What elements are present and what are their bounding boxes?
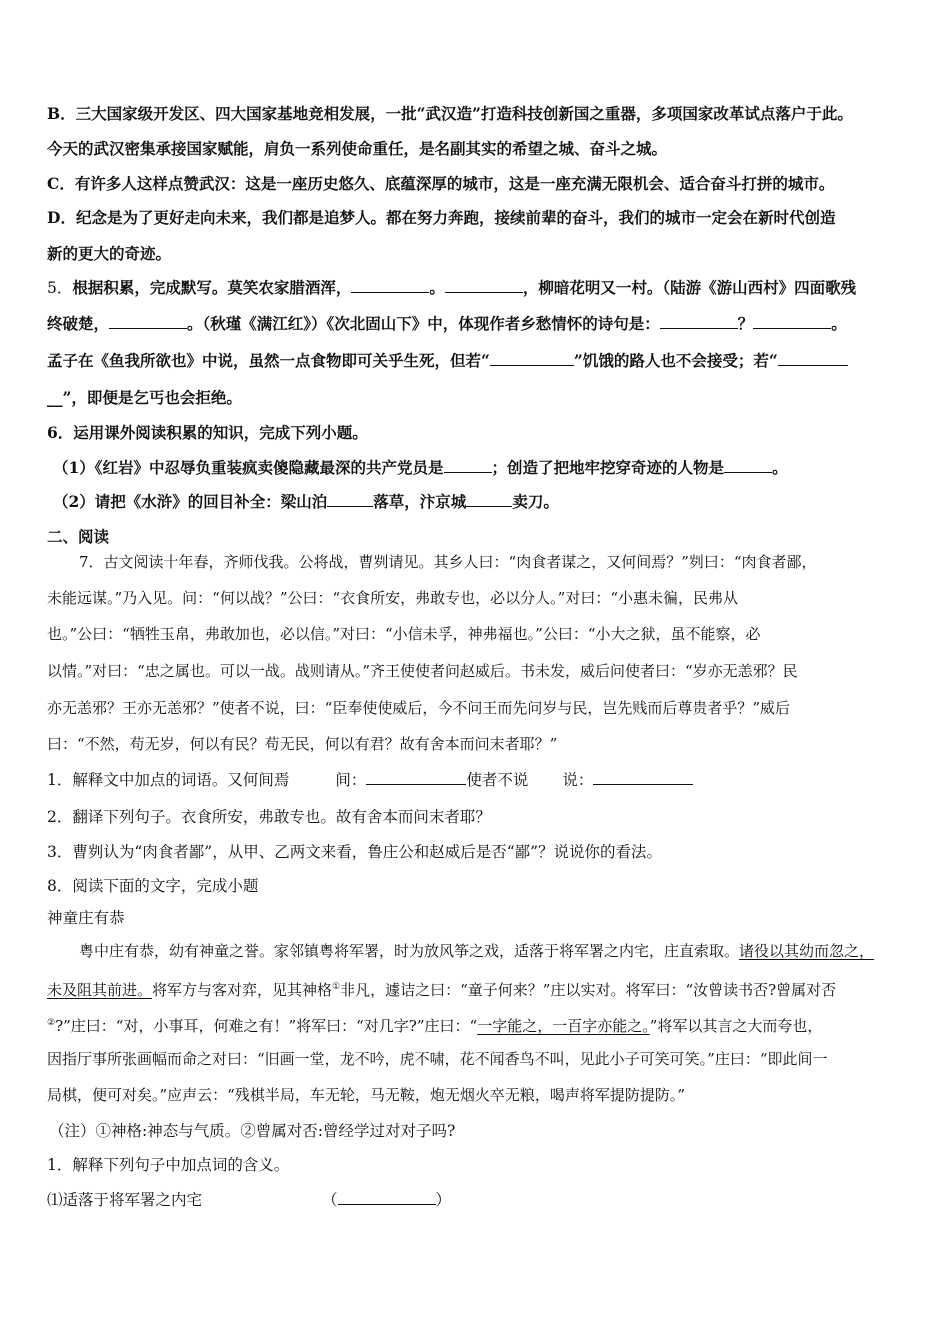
q8-text: 将军方与客对弈，见其神格 [152, 981, 333, 999]
q7-passage-line5: 亦无恙邪？王亦无恙邪？”使者不说，曰：“臣奉使使威后，今不问王而先问岁与民，岂先贱而后尊贵者乎？”威后 [47, 699, 791, 717]
q7-passage-line1: 7．古文阅读十年春，齐师伐我。公将战，曹刿请见。其乡人曰：“肉食者谋之，又何间焉？”刿曰：“肉食者鄙， [79, 553, 817, 571]
q6-blank-1[interactable] [444, 458, 492, 473]
note-marker-2: ② [47, 1018, 56, 1028]
q5-text: 根据积累，完成默写。莫笑农家腊酒浑， [72, 278, 352, 297]
q6-text: 落草，汴京城 [373, 492, 467, 511]
q7-passage-line4: 以情。”对曰：“忠之属也。可以一战。战则请从。”齐王使使者问赵威后。书未发，威后问使者曰：“岁亦无恙邪？民 [47, 662, 798, 680]
q6-blank-2[interactable] [724, 458, 772, 473]
q7-blank-2[interactable] [593, 770, 693, 785]
q8-underlined-sentence: 一字能之，一百字亦能之。 [477, 1017, 650, 1035]
q5-blank-2[interactable] [445, 278, 523, 293]
q8-passage-line3 [47, 1013, 822, 1036]
q8-passage-line2 [47, 977, 836, 1000]
q5-text: 。 [429, 278, 445, 297]
q8-story-title: 神童庄有恭 [47, 909, 125, 927]
q7-text: 使者不说 [466, 771, 529, 789]
q5-number: 5． [47, 279, 73, 297]
q5-line2 [47, 314, 847, 334]
q5-text: ，柳暗花明又一村。（陆游《游山西村》四面歌残 [522, 278, 857, 297]
q6-text: （1）《红岩》中忍辱负重装疯卖傻隐藏最深的共产党员是 [53, 458, 444, 477]
q5-blank-6[interactable] [490, 351, 574, 366]
q7-sub2: 2．翻译下列句子。衣食所安，弗敢专也。故有舍本而问末者耶？ [47, 808, 491, 826]
q5-blank-4[interactable] [660, 314, 738, 329]
q4-option-c: C．有许多人这样点赞武汉：这是一座历史悠久、底蕴深厚的城市，这是一座充满无限机会、适合奋斗打拼的城市。 [47, 174, 835, 193]
q5-text: 终破楚， [47, 314, 110, 333]
q6-text: 卖刀。 [512, 492, 559, 511]
section-heading-reading: 二、阅读 [47, 527, 110, 546]
q8-passage-line4: 因指厅事所张画幅而命之对曰：“旧画一堂，龙不吟，虎不啸，花不闻香鸟不叫，见此小子可笑可笑。”庄曰：“即此间一 [47, 1050, 828, 1068]
q6-text: （2）请把《水浒》的回目补全：梁山泊 [53, 492, 328, 511]
q4-option-b-line2: 今天的武汉密集承接国家赋能，肩负一系列使命重任，是名副其实的希望之城、奋斗之城。 [47, 139, 668, 158]
q7-text: 间： [335, 771, 367, 789]
q5-text: ”，即便是乞丐也会拒绝。 [62, 388, 242, 407]
q6-title: 6．运用课外阅读积累的知识，完成下列小题。 [47, 423, 368, 442]
q8-text: ”将军以其言之大而夸也， [649, 1017, 823, 1035]
q5-blank-7[interactable] [778, 351, 848, 366]
q8-underlined-sentence: 未及阻其前进。 [47, 981, 153, 999]
q7-text: 说： [562, 771, 594, 789]
q8-text: 粤中庄有恭，幼有神童之誉。家邻镇粤将军署，时为放风筝之戏，适落于将军署之内宅，庄直索取。 [79, 942, 740, 960]
q5-blank-3[interactable] [109, 314, 187, 329]
q7-sub1 [47, 770, 693, 790]
q8-title: 8．阅读下面的文字，完成小题 [47, 877, 259, 895]
q7-passage-line6: 曰：“不然，苟无岁，何以有民？苟无民，何以有君？故有舍本而问末者耶？” [47, 735, 558, 753]
q5-text: 。 [831, 314, 847, 333]
q7-sub3: 3．曹刿认为“肉食者鄙”，从甲、乙两文来看，鲁庄公和赵威后是否“鄙”？说说你的看法。 [47, 843, 663, 861]
q8-text: ⑴适落于将军署之内宅 [47, 1191, 203, 1209]
q6-blank-3[interactable] [327, 492, 373, 507]
q5-text: 。（秋瑾《满江红》）《次北固山下》中，体现作者乡愁情怀的诗句是： [187, 314, 660, 333]
q5-line4 [47, 388, 242, 408]
q5-blank-1[interactable] [351, 278, 429, 293]
q4-option-d-line1: D．纪念是为了更好走向未来，我们都是追梦人。都在努力奔跑，接续前辈的奋斗，我们的城市一定会在新时代创造 [47, 208, 836, 227]
q8-passage-line5: 局棋，便可对矣。”应声云：“残棋半局，车无轮，马无鞍，炮无烟火卒无粮，喝声将军提防提防。” [47, 1086, 686, 1104]
q5-line3 [47, 351, 848, 371]
q8-text: ?”庄曰：“对，小事耳，何难之有！”将军曰：“对几字?”庄曰：“ [55, 1017, 478, 1035]
q7-text: 1．解释文中加点的词语。又何间焉 [47, 771, 290, 789]
q5-text: 孟子在《鱼我所欲也》中说，虽然一点食物即可关乎生死，但若“ [47, 351, 490, 370]
q8-text: ） [435, 1191, 452, 1209]
q7-passage-line3: 也。”公曰：“牺牲玉帛，弗敢加也，必以信。”对曰：“小信未孚，神弗福也。”公曰：“小大之狱，虽不能察，必 [47, 625, 761, 643]
q4-option-b-line1: B．三大国家级开发区、四大国家基地竞相发展，一批“武汉造”打造科技创新国之重器，多项国家改革试点落户于此。 [47, 104, 853, 123]
q7-blank-1[interactable] [366, 770, 466, 785]
q5-text: ”饥饿的路人也不会接受；若“ [573, 351, 778, 370]
q6-text: ；创造了把地牢挖穿奇迹的人物是 [491, 458, 725, 477]
q8-underlined-sentence: 诸役以其幼而忽之， [739, 942, 875, 960]
q8-sub1-item1 [47, 1190, 451, 1210]
note-marker-1: ① [332, 982, 341, 992]
q5-line1 [47, 278, 856, 298]
q8-passage-line1 [79, 941, 874, 961]
q4-option-d-line2: 新的更大的奇迹。 [47, 244, 172, 263]
q6-sub1 [53, 458, 788, 478]
q6-blank-4[interactable] [466, 492, 512, 507]
q6-sub2 [53, 492, 559, 512]
q7-passage-line2: 未能远谋。”乃入见。问：“何以战？”公曰：“衣食所安，弗敢专也，必以分人。”对曰：“小惠未徧，民弗从 [47, 589, 739, 607]
q5-text: ？ [737, 314, 754, 333]
q8-blank-1[interactable] [338, 1190, 436, 1205]
q5-blank-tail: __ [47, 388, 63, 407]
q6-text: 。 [772, 458, 788, 477]
q5-blank-5[interactable] [753, 314, 831, 329]
q8-note: （注）①神格:神态与气质。②曾属对否:曾经学过对对子吗? [49, 1122, 456, 1140]
q8-text: 非凡，遽诘之曰：“童子何来？”庄以实对。将军曰：“汝曾读书否?曾属对否 [340, 981, 837, 999]
q8-sub1: 1．解释下列句子中加点词的含义。 [47, 1156, 290, 1174]
q8-text: （ [322, 1191, 338, 1209]
